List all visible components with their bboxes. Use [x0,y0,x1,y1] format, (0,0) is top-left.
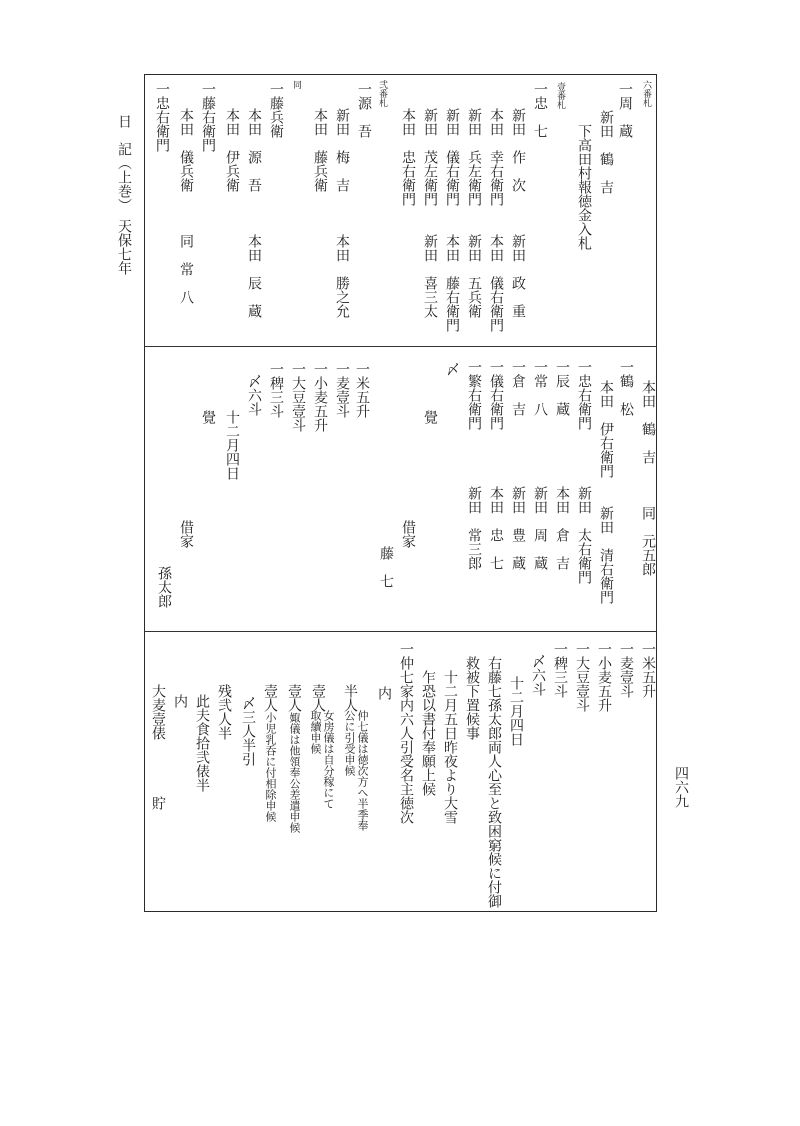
column-c04: 下高田村報徳金入札 [576,124,592,250]
column-m23: 孫太郎 [156,566,172,608]
section-divider-top [144,346,657,347]
column-c12: 本田 忠右衛門 [400,108,416,206]
column-c03: 新田 鶴 吉 [598,110,614,194]
column-b14: 半人 [342,684,358,712]
column-b23: 貯 [150,796,166,810]
column-c01: 六番札 [641,80,651,107]
column-m17: 一大豆壹斗 [290,362,306,432]
column-m04: 一忠右衛門 新田 太右衛門 [576,360,592,584]
column-c02: 一周 蔵 [617,82,633,138]
column-m09: 一繁右衛門 新田 常三郎 [466,360,482,570]
page-number: 四六九 [673,766,689,808]
column-m08: 一儀右衛門 本田 忠 七 [488,360,504,570]
column-c20: 本田 伊兵衛 [224,108,240,192]
column-c21: 一藤右衛門 [200,82,216,152]
column-b02: 一麦壹斗 [618,642,634,698]
column-c17: 同 [291,80,301,89]
column-b06: 〆六斗 [530,654,546,696]
column-c13: 弐番札 [377,80,387,107]
column-m07: 一倉 吉 新田 豊 蔵 [510,360,526,570]
column-b13: 内 [376,686,392,700]
column-b20: 此夫食拾弐俵半 [194,694,210,792]
column-b17: 壹人 [262,684,278,712]
column-b01: 一米五升 [640,642,656,698]
section-divider-bottom [144,631,657,632]
note-2b: 取續申候 [309,710,322,754]
column-c16: 本田 藤兵衛 [312,108,328,192]
note-4: 小児乳呑に付相除申候 [264,712,277,822]
column-b15: 壹人 [310,684,326,712]
column-b19: 残弐人半 [216,684,232,740]
column-m06: 一常 八 新田 周 蔵 [532,360,548,570]
column-b12: 一仲七家内六人引受名主徳次 [398,642,414,824]
column-c06: 一忠 七 [532,82,548,138]
column-m13: 藤 七 [378,546,394,588]
column-c18: 一藤兵衛 [268,82,284,138]
running-header: 日 記（上巻） 天保七年 [116,114,132,275]
column-b04: 一大豆壹斗 [574,642,590,712]
column-m05: 一辰 蔵 本田 倉 吉 [554,360,570,570]
column-m22: 借家 [178,520,194,548]
column-m03: 本田 伊右衛門 新田 清右衛門 [598,380,614,604]
column-m01: 本田 鶴 吉 同 元五郎 [640,380,656,576]
note-2a: 女房儀は自分稼にて [322,710,335,809]
column-c09: 新田 兵左衛門 新田 五兵衛 [466,108,482,318]
column-m16: 一小麦五升 [312,362,328,432]
column-c05: 壹番札 [555,82,565,109]
column-m12: 借家 [400,520,416,548]
column-b09: 救被下置候事 [464,656,480,740]
column-c11: 新田 茂左衛門 新田 喜三太 [422,108,438,318]
column-m19: 〆六斗 [246,374,262,416]
column-m02: 一鶴 松 [618,360,634,416]
column-b10: 十二月五日昨夜より大雪 [442,670,458,824]
column-c19: 本田 源 吾 本田 辰 蔵 [246,108,262,318]
column-m18: 一稗三斗 [268,362,284,418]
column-c15: 新田 梅 吉 本田 勝之允 [334,108,350,318]
column-b16: 壹人 [286,684,302,712]
column-c08: 本田 幸右衛門 本田 儀右衛門 [488,108,504,332]
column-b07: 十二月四日 [508,676,524,746]
column-c07: 新田 作 次 新田 政 重 [510,108,526,318]
column-b22: 大麦壹俵 [150,684,166,740]
note-1a: 仲七儀は徳次方へ半季奉 [356,710,369,831]
column-b05: 一稗三斗 [552,642,568,698]
column-c23: 一忠右衛門 [154,82,170,152]
column-c22: 本田 儀兵衛 同 常 八 [178,108,194,304]
column-c10: 新田 儀右衛門 本田 藤右衛門 [444,108,460,332]
column-b21: 内 [172,694,188,708]
note-3: 娵儀は他領奉公差遣申候 [288,712,301,833]
column-m14: 一米五升 [354,362,370,418]
column-m15: 一麦壹斗 [334,362,350,418]
column-b03: 一小麦五升 [596,642,612,712]
column-m20: 十二月四日 [224,410,240,480]
note-1b: 公に引受申候 [343,710,356,776]
column-m11: 覺 [422,410,438,424]
column-b08: 右藤七孫太郎両人心至と致困窮候に付御 [486,656,502,908]
column-m10: 〆 [444,362,460,376]
column-b18: 〆三人半引 [240,696,256,766]
column-c14: 一源 吾 [356,82,372,138]
column-m21: 覺 [200,410,216,424]
column-b11: 乍恐以書付奉願上候 [420,670,436,796]
